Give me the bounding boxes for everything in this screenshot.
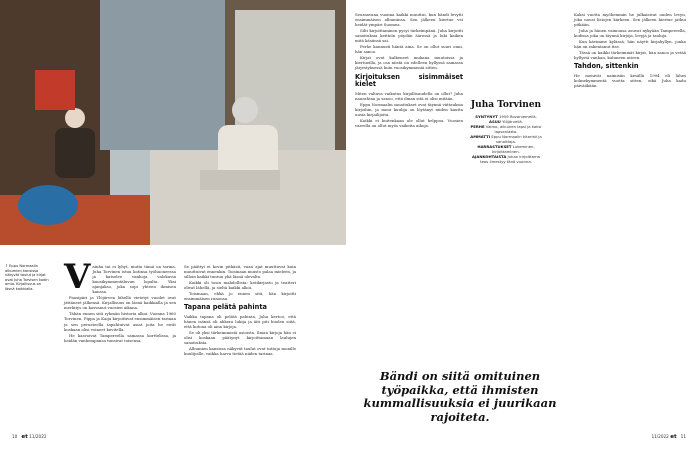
paragraph: Perhe kannusti häntä aina. Se on ollut suuri onni, hän sanoo.	[355, 44, 463, 55]
infobox-key: HARRASTUKSET	[477, 144, 512, 149]
article-column-3	[355, 12, 463, 129]
section-heading: Tahdon, sittenkin	[574, 62, 639, 71]
paragraph: Albumien kansissa näkyvät taulut ovat tuttuja monille kuulijoille, vaikka harva tietää niiden tarinaa.	[184, 346, 296, 357]
infobox-value: Eppu Normaalin kitaristi ja sanoittaja.	[491, 134, 542, 144]
paragraph: Kaikki oli tosin mahdollista: kotikirjasto ja teatteri olivat lähellä, ja sieltä kaikki alkoi.	[184, 280, 296, 291]
article-column-4	[574, 12, 686, 89]
paragraph: Silti kirjoittaminen pysyi tärkeimpänä. Juha kirjoitti sanoituksia keittiön pöydän ääressä ja luki kaiken mitä käsiinsä sai.	[355, 28, 463, 44]
pull-quote	[360, 370, 560, 424]
paragraph: Kirjat ovat kulkeneet mukana muutoissa ja kiertueilla, ja osa niistä on edelleen hyllyssä samassa järjestyksessä kuin vuosikymmeniä sitten.	[355, 55, 463, 71]
paragraph: Seuraavana vuonna kaikki muuttui, kun bändi levytti ensimmäisen albuminsa. Sen jälkeen kiertue vei heidät ympäri Suomea.	[355, 12, 463, 28]
paragraph: Kaikki ei kuitenkaan ole ollut helppoa. Vuosien varrella on ollut myös vaikeita aikoja.	[355, 117, 463, 128]
paragraph: Tähän ennen sitä ryhmän historia alkoi. Vuonna 1960 Torvinen, Pippa ja Kaija kirjoittivat ensimmäisen tarinan ja sen perusteella tapahtuivat asiat joita he eivät koskaan olisi voineet kuvitella.	[64, 311, 176, 332]
issue-number: 11/2022	[29, 434, 47, 439]
paragraph: Kaksi vuotta myöhemmin he julkaisivat uuden levyn, joka nousi listojen kärkeen. Sen jälkeen kiertue jatkui pitkään.	[574, 12, 686, 28]
footer-right	[651, 434, 686, 440]
paragraph: Tässä on kaikki tärkeimmät kirjat, hän sanoo ja vetää hyllystä vanhan, kuluneen niteen.	[574, 50, 686, 61]
paragraph: Eppu Normaalin sanoitukset ovat täynnä viittauksia kirjoihin, ja moni kuulija on löytänyt niiden kautta uusia kirjailijoita.	[355, 101, 463, 117]
infobox-key: AJANKOHTAISTA	[472, 154, 507, 159]
infobox-value: Ylöjärvellä.	[502, 119, 523, 124]
footer-left	[12, 434, 47, 440]
pull-quote-text: Bändi on siitä omituinen työpaikka, että ihmisten kummallisuuksia ei juurikaan rajoiteta.	[363, 369, 557, 424]
article-column-1	[64, 257, 176, 344]
paragraph: He kasvoivat Tampereella samassa korttelissa, ja heidän vanhempansa tunsivat toisensa.	[64, 332, 176, 343]
photo-caption-left	[5, 264, 50, 292]
infobox-key: SYNTYNYT	[475, 114, 498, 119]
infobox-value: 1959 Rovaniemellä.	[499, 114, 537, 119]
infobox-row	[470, 124, 542, 134]
infobox-row	[470, 144, 542, 154]
infobox-row	[470, 154, 542, 164]
caption-text: ↑ Eppu Normaalin albumien kansissa näkyvät taulut ja kirjat ovat Juha Torvisen kodin omia. Kirjallisuus on läsnä kaikkialla.	[5, 264, 49, 291]
issue-number: 11/2022	[651, 434, 669, 439]
paragraph: Juha ja hänen vaimonsa asuvat nykyään Tampereella, kodissa joka on täynnä kirjoja, levyjä ja tauluja.	[574, 28, 686, 39]
section-heading: Kirjoituksen sisimmäiset kielet	[355, 72, 463, 89]
drop-cap: V	[64, 257, 91, 297]
brand-logo: et	[670, 434, 677, 440]
infobox-value: Juhan kirjoittama teos ilmestyy tänä vuonna.	[480, 154, 540, 164]
paragraph: Vaikka tapana oli pelätä pahinta, Juha kertoo, että hänen isänsä oli ahkera lukija ja äiti piti huolen siitä, että kotona oli aina kirjoja.	[184, 313, 296, 329]
paragraph: Toisinaan, ehkä jo ennen sitä, hän kirjoitti ensimmäisen runonsa.	[184, 291, 296, 302]
infobox-value: Lukeminen, kirjoittaminen.	[492, 144, 535, 154]
paragraph: Miten valtava vaikutus kirjallisuudella on ollut? Juha naurahtaa ja sanoo, että ilman sitä ei olisi mitään.	[355, 90, 463, 101]
infobox-key: ASUU	[489, 119, 501, 124]
infobox-row	[470, 134, 542, 144]
section-heading: Tapana pelätä pahinta	[184, 303, 267, 312]
paragraph: He menivät naimisiin kesällä 1994 eli lähes kolmekymmentä vuotta sitten, eikä Juha kadu päivääkään.	[574, 72, 686, 89]
paragraph: Kun kävimme kylässä, hän näytti kirjahyllyn, jonka hän on rakentanut itse.	[574, 39, 686, 50]
paragraph: Se oli yksi tärkeimmistä asioista. Ilman kirjoja hän ei olisi koskaan päätynyt kirjoittamaan laulujen sanoituksia.	[184, 329, 296, 346]
infobox-name: Juha Torvinen	[470, 100, 542, 110]
brand-logo: et	[21, 434, 28, 440]
paragraph: Paasipiiri ja Ylöjärven lähellä vietetyt vuodet ovat jättäneet jälkensä. Kirjallisuus on läsnä kaikkialla ja sen merkitys on kasvanut vuosien aikana.	[64, 295, 176, 311]
paragraph: Se päättyi ei kovin pitkästi, vaan ajat muuttuvat kuin muuttuivat ennenkin. Toisinaan muisto palaa mieleen, ja silloin kaikki tuntuu yhä läsnä olevalta.	[184, 264, 296, 280]
hero-photo	[0, 0, 346, 245]
page-number: 10	[12, 434, 18, 439]
infobox-key: AMMATTI	[470, 134, 491, 139]
info-box	[470, 100, 542, 164]
page-number: 11	[680, 434, 686, 439]
paragraph: ainha tai ei lyhyt, mutta tämä on tarina. Juha Torvinen istuu kotinsa työhuoneessa ja katselee vanhoja valokuvia kuusikymmentäluvun lopulta. Yksi ajanjakso, joka sopi yhteen ihmisen kanssa.	[92, 264, 176, 295]
infobox-key: PERHE	[470, 124, 485, 129]
article-column-2	[184, 264, 296, 357]
library-interior-photo	[0, 0, 346, 245]
infobox-value: Vaimo, aikuinen lapsi ja kaksi lapsenlasta.	[485, 124, 542, 134]
